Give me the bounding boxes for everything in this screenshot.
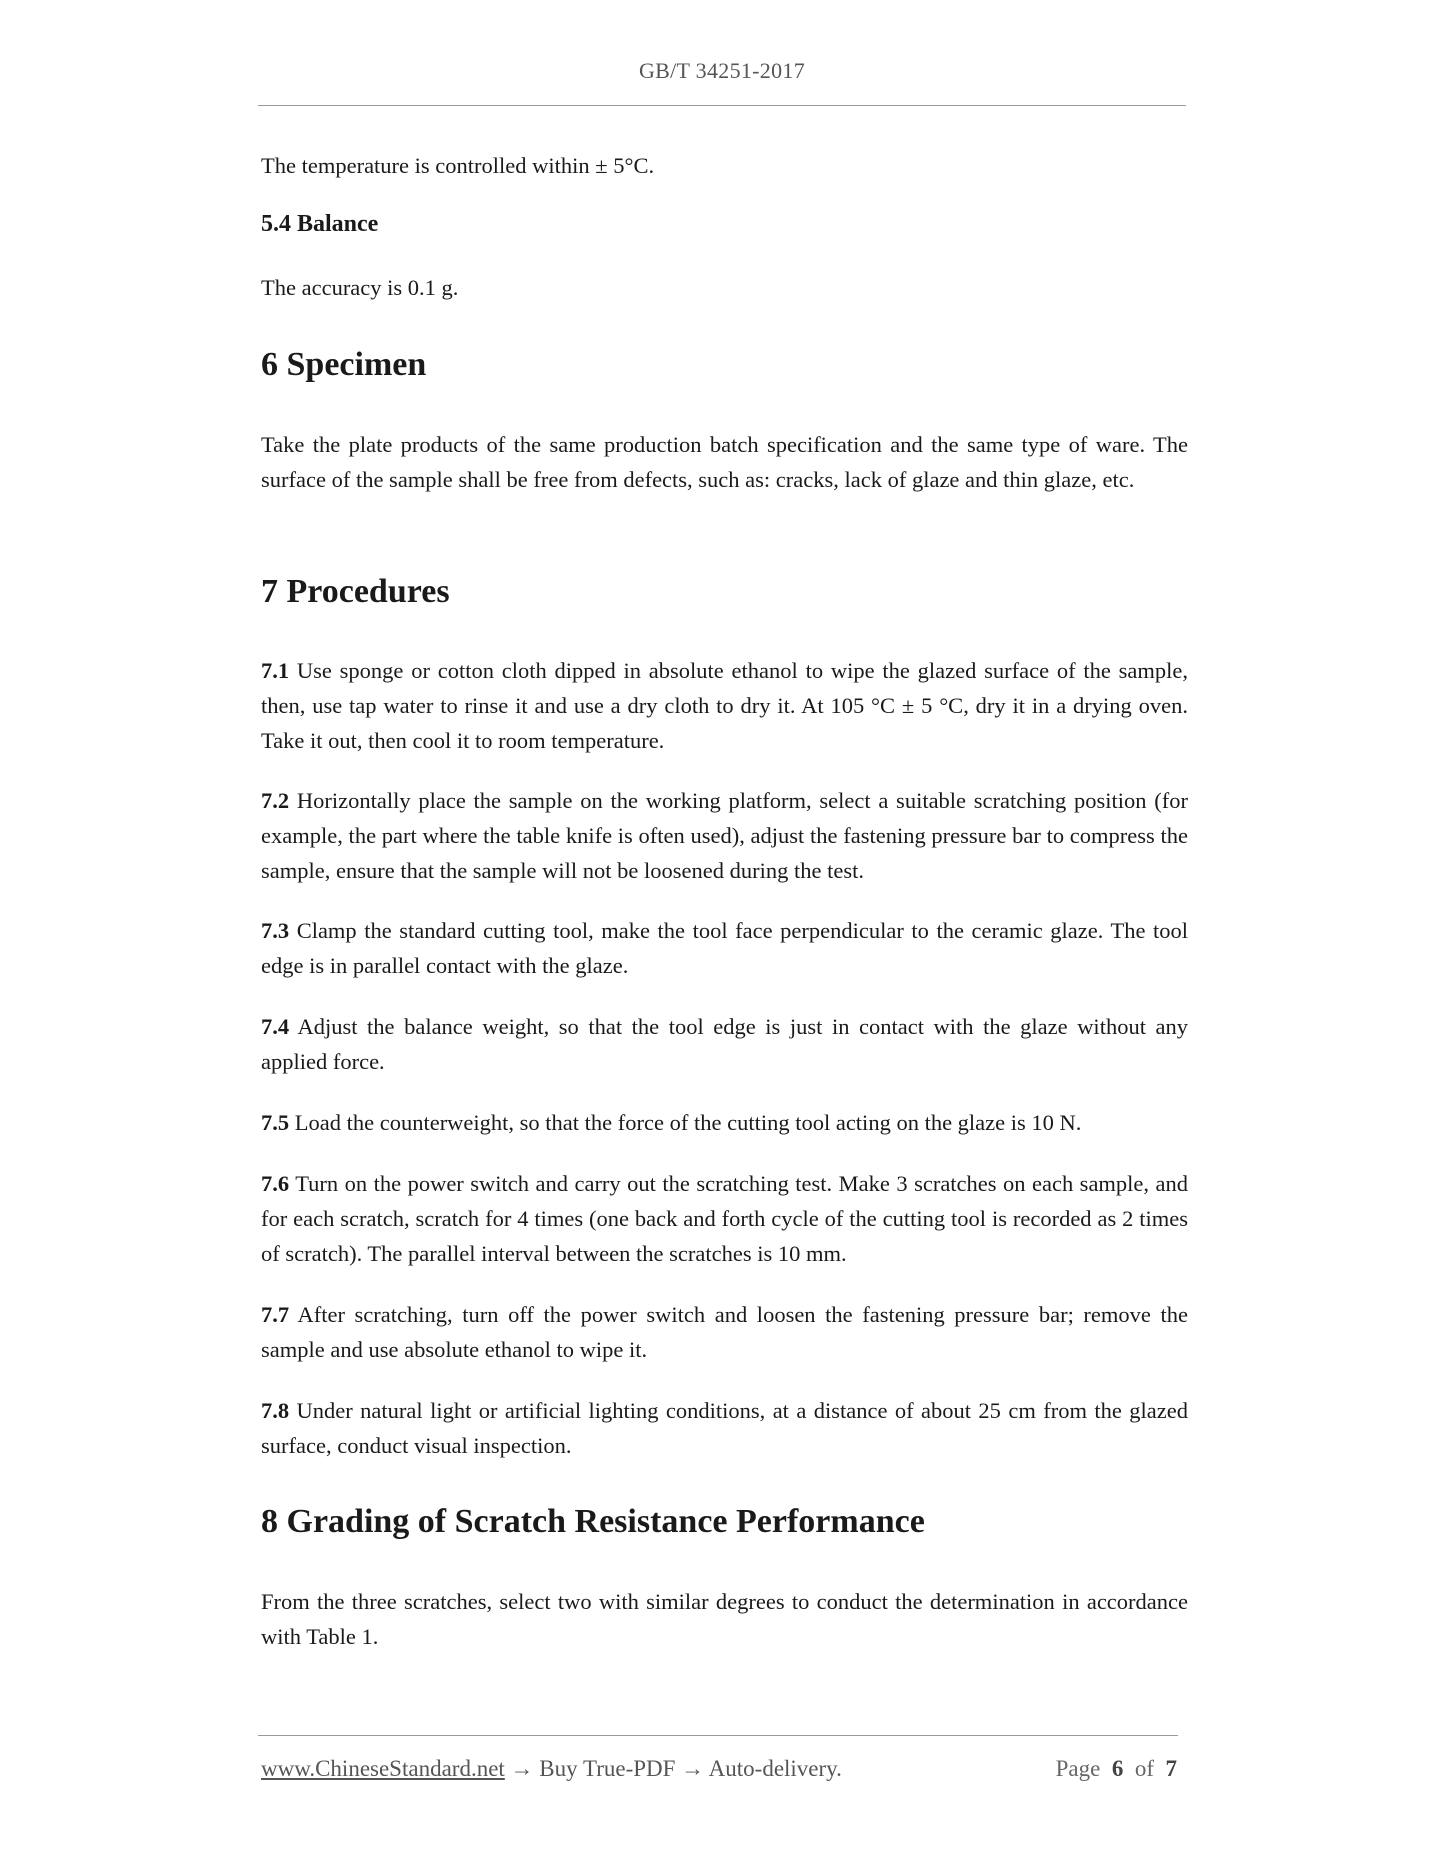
clause-text: Clamp the standard cutting tool, make the tool face perpendicular to the ceramic glaze. The tool edge is in parallel contact with the glaze. bbox=[261, 918, 1188, 978]
procedure-7-5 bbox=[261, 1105, 1188, 1140]
clause-number: 7.8 bbox=[261, 1398, 290, 1423]
procedure-7-3 bbox=[261, 913, 1188, 983]
procedure-7-1 bbox=[261, 653, 1188, 758]
procedure-7-8 bbox=[261, 1393, 1188, 1463]
clause-text: Use sponge or cotton cloth dipped in absolute ethanol to wipe the glazed surface of the sample, then, use tap water to rinse it and use a dry cloth to dry it. At 105 °C ± 5 °C, dry it in a drying oven. Take it out, then cool it to room temperature. bbox=[261, 658, 1188, 753]
clause-number: 7.7 bbox=[261, 1302, 290, 1327]
clause-text: After scratching, turn off the power switch and loosen the fastening pressure bar; remove the sample and use absolute ethanol to wipe it. bbox=[261, 1302, 1188, 1362]
section-6-text: Take the plate products of the same production batch specification and the same type of ware. The surface of the sample shall be free from defects, such as: cracks, lack of glaze and thin glaze, etc. bbox=[261, 432, 1188, 492]
clause-text: Turn on the power switch and carry out the scratching test. Make 3 scratches on each sample, and for each scratch, scratch for 4 times (one back and forth cycle of the cutting tool is recorded as 2 times of scratch). The parallel interval between the scratches is 10 mm. bbox=[261, 1171, 1189, 1266]
promo-text: → Buy True-PDF → Auto-delivery. bbox=[504, 1756, 842, 1781]
section-5-4-text: The accuracy is 0.1 g. bbox=[261, 275, 459, 300]
temperature-note: The temperature is controlled within ± 5°C. bbox=[261, 153, 655, 178]
clause-text: Horizontally place the sample on the working platform, select a suitable scratching position (for example, the part where the table knife is often used), adjust the fastening pressure bar to compress the sample, ensure that the sample will not be loosened during the test. bbox=[261, 788, 1188, 883]
section-7-heading: 7 Procedures bbox=[261, 573, 450, 610]
clause-number: 7.4 bbox=[261, 1014, 290, 1039]
of-word: of bbox=[1134, 1756, 1154, 1781]
page-total: 7 bbox=[1165, 1756, 1177, 1781]
site-link[interactable]: www.ChineseStandard.net bbox=[261, 1756, 505, 1781]
footer-divider bbox=[258, 1735, 1178, 1736]
clause-text: Load the counterweight, so that the force of the cutting tool acting on the glaze is 10 N. bbox=[294, 1110, 1082, 1135]
footer-promo bbox=[261, 1756, 842, 1782]
clause-number: 7.2 bbox=[261, 788, 290, 813]
section-8-heading: 8 Grading of Scratch Resistance Performance bbox=[261, 1503, 925, 1540]
clause-number: 7.5 bbox=[261, 1110, 290, 1135]
page-number: 6 bbox=[1111, 1756, 1124, 1781]
clause-number: 7.6 bbox=[261, 1171, 290, 1196]
document-code-header: GB/T 34251-2017 bbox=[638, 58, 806, 83]
clause-number: 7.3 bbox=[261, 918, 290, 943]
clause-number: 7.1 bbox=[261, 658, 290, 683]
page-indicator bbox=[1056, 1756, 1177, 1782]
section-8-text: From the three scratches, select two with similar degrees to conduct the determination in accordance with Table 1. bbox=[261, 1589, 1188, 1649]
procedure-7-7 bbox=[261, 1297, 1188, 1367]
page-word: Page bbox=[1055, 1756, 1101, 1781]
section-6-heading: 6 Specimen bbox=[261, 346, 427, 383]
header-divider bbox=[258, 105, 1186, 106]
clause-text: Adjust the balance weight, so that the tool edge is just in contact with the glaze without any applied force. bbox=[261, 1014, 1188, 1074]
procedure-7-2 bbox=[261, 783, 1188, 888]
section-5-4-heading: 5.4 Balance bbox=[261, 211, 379, 237]
clause-text: Under natural light or artificial lighting conditions, at a distance of about 25 cm from the glazed surface, conduct visual inspection. bbox=[261, 1398, 1189, 1458]
procedure-7-6 bbox=[261, 1166, 1188, 1271]
procedure-7-4 bbox=[261, 1009, 1188, 1079]
